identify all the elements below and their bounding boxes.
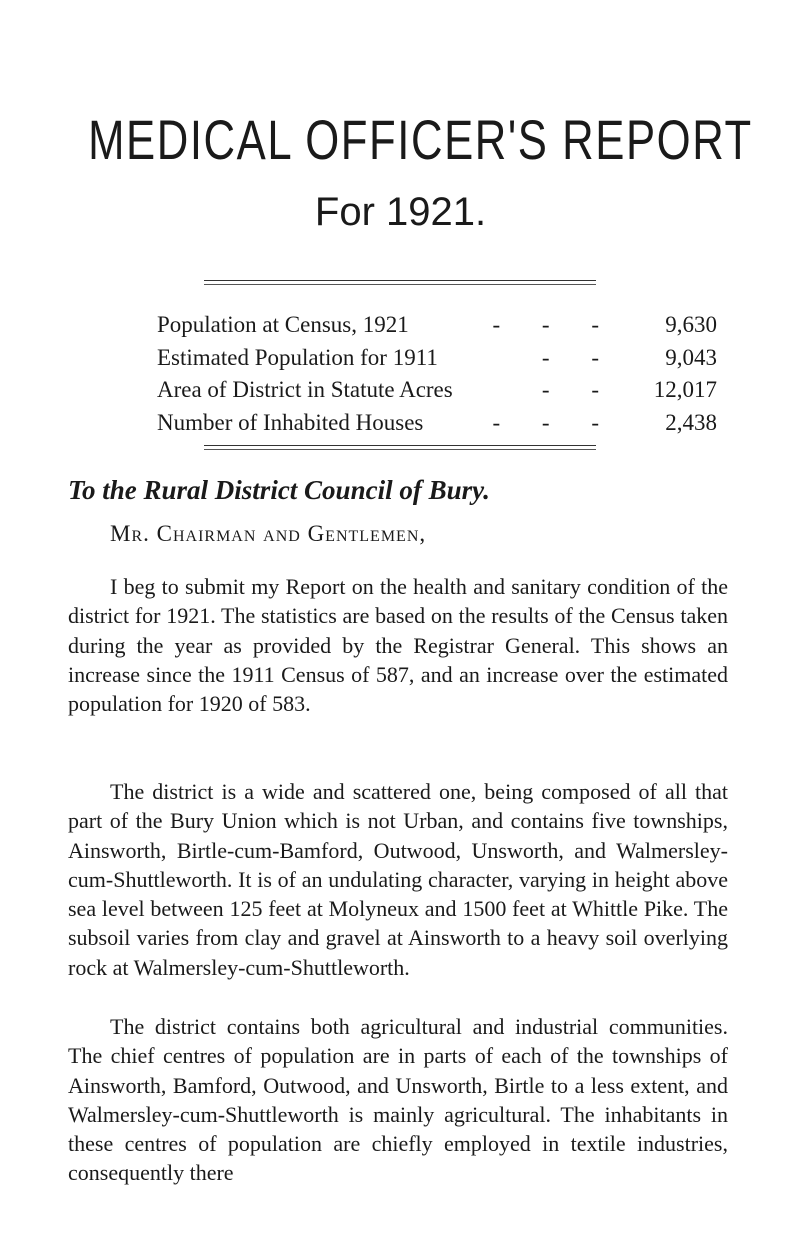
stat-leader: - -	[541, 344, 617, 370]
body-paragraph: The district contains both agricultural and industrial communities. The chief centres of population are in parts of each of the townships of Ainsworth, Bamford, Outwood, and Unsworth, Birtle to a less extent, and Walmersley-cum-Shuttleworth is mainly agricultural. The inhabitants in these centres of population are chiefly employed in textile industries, consequently there	[68, 1014, 728, 1186]
stat-row	[157, 374, 717, 407]
bottom-divider	[204, 445, 596, 450]
stat-value: 9,630	[665, 312, 717, 337]
report-title: MEDICAL OFFICER'S REPORT	[88, 108, 753, 171]
stat-label: Estimated Population for 1911	[157, 344, 438, 370]
stat-row	[157, 407, 717, 440]
greeting-line	[110, 521, 426, 547]
stat-value: 12,017	[653, 377, 717, 402]
top-divider	[204, 280, 596, 285]
addressee-line: To the Rural District Council of Bury.	[68, 475, 490, 505]
stat-value: 2,438	[665, 409, 717, 435]
stat-row	[157, 342, 717, 375]
stat-label: Area of District in Statute Acres	[157, 377, 453, 402]
stat-row	[157, 309, 717, 342]
stat-label: Population at Census, 1921	[157, 312, 409, 337]
body-paragraph: The district is a wide and scattered one, being composed of all that part of the Bury Union which is not Urban, and contains five townships, Ainsworth, Birtle-cum-Bamford, Outwood, Unsworth, and Walmersley-cum-Shuttleworth. It is of an undulating character, varying in height above sea level between 125 feet at Molyneux and 1500 feet at Whittle Pike. The subsoil varies from clay and gravel at Ainsworth to a heavy soil overlying rock at Walmersley-cum-Shuttleworth.	[68, 779, 728, 980]
report-subtitle: For 1921.	[314, 190, 487, 234]
stat-leader: - - -	[492, 312, 617, 337]
stat-value: 9,043	[665, 344, 717, 370]
greeting-text: Mr. Chairman and Gentlemen,	[110, 521, 427, 546]
body-paragraph: I beg to submit my Report on the health and sanitary condition of the district for 1921. The statistics are based on the results of the Census taken during the year as provided by the Registrar General. This shows an increase since the 1911 Census of 587, and an increase over the estimated population for 1920 of 583.	[68, 574, 728, 717]
stat-leader: - -	[541, 377, 617, 402]
stat-leader: - - -	[492, 409, 617, 435]
stat-label: Number of Inhabited Houses	[157, 409, 424, 435]
statistics-table	[157, 309, 717, 439]
